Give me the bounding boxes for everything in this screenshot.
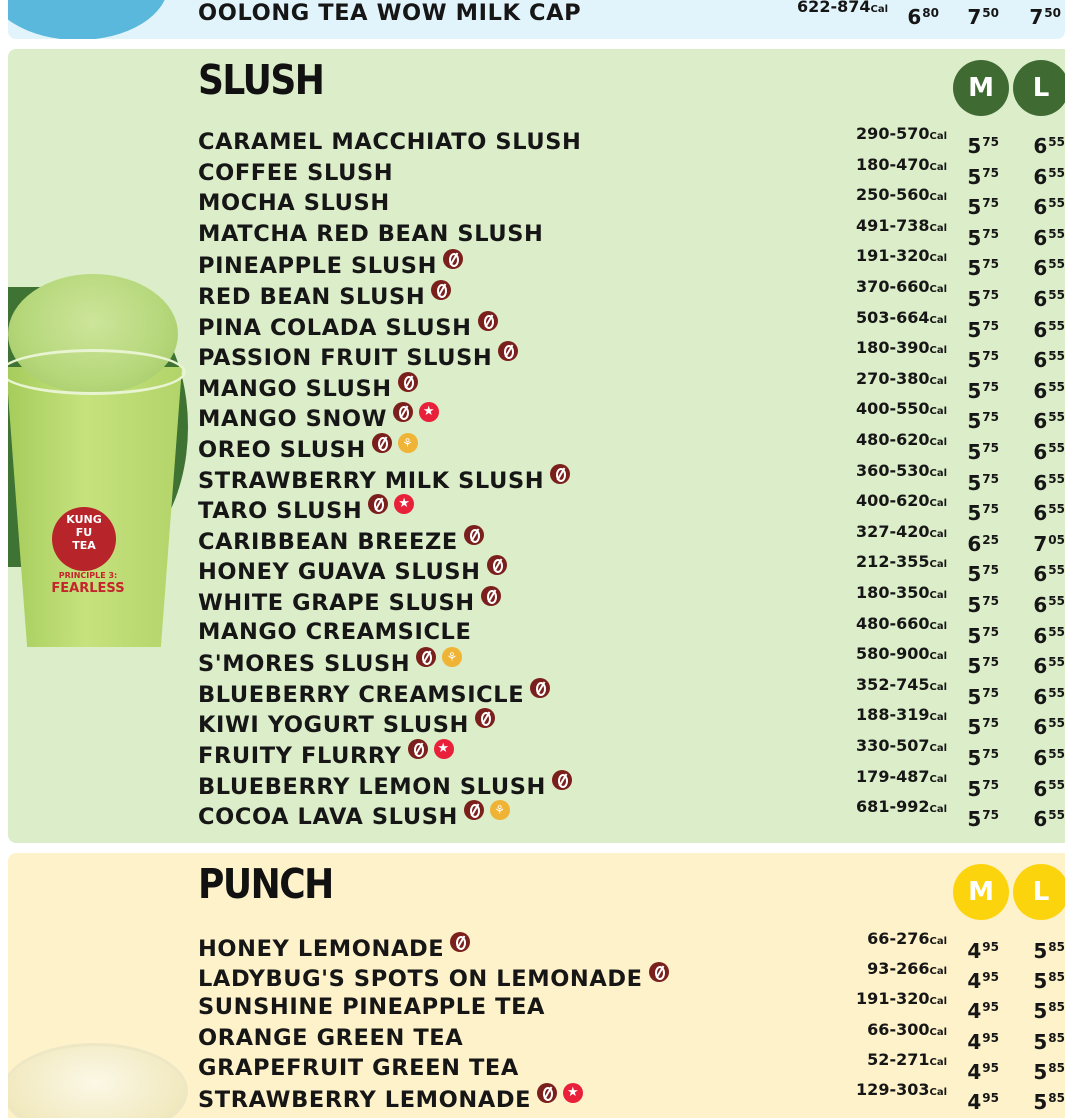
menu-item-row	[198, 154, 1065, 189]
price-large: $6^{55}$	[1033, 470, 1065, 495]
price-medium: $5^{75}$	[967, 134, 999, 158]
price-large: $6^{55}$	[1033, 623, 1065, 648]
menu-item-row	[198, 674, 1065, 709]
section-title: PUNCH	[198, 861, 333, 909]
item-calories: 352-745Cal	[856, 674, 947, 694]
item-calories: 580-900Cal	[856, 644, 947, 664]
item-name: COCOA LAVA SLUSH⚘	[198, 800, 510, 832]
item-name: KIWI YOGURT SLUSH	[198, 708, 495, 740]
item-calories: 270-380Cal	[856, 368, 947, 388]
price-large: $6^{55}$	[1033, 746, 1065, 770]
item-calories: 622-874Cal	[797, 0, 888, 16]
caffeine-free-icon	[443, 249, 463, 269]
price-large: $6^{55}$	[1033, 195, 1065, 220]
item-name: FRUITY FLURRY★	[198, 739, 454, 771]
menu-item-row	[198, 430, 1065, 464]
price-large: $7^{50}$	[1029, 5, 1061, 29]
item-calories: 503-664Cal	[856, 307, 947, 327]
caffeine-free-icon	[537, 1083, 557, 1103]
price-medium: $5^{75}$	[967, 593, 999, 617]
size-large-badge: L	[1013, 60, 1065, 116]
price-large: $6^{55}$	[1033, 134, 1065, 158]
gluten-icon	[442, 647, 462, 667]
menu-item-row	[198, 124, 1065, 158]
item-name: PINEAPPLE SLUSH	[198, 249, 463, 281]
price-large: $6^{55}$	[1033, 164, 1065, 189]
price-medium: $5^{75}$	[967, 807, 999, 832]
price-large: $6^{55}$	[1033, 776, 1065, 801]
price-medium: $6^{25}$	[967, 531, 999, 556]
item-name: ORANGE GREEN TEA	[198, 1024, 464, 1051]
caffeine-free-icon	[464, 800, 484, 820]
item-calories: 180-470Cal	[856, 154, 947, 174]
menu-item-row	[198, 307, 1065, 342]
item-calories: 180-390Cal	[856, 338, 947, 358]
price-medium: $5^{75}$	[967, 623, 999, 648]
item-name: S'MORES SLUSH⚘	[198, 647, 462, 679]
price-large: $7^{05}$	[1033, 531, 1065, 556]
item-name: RED BEAN SLUSH	[198, 280, 451, 312]
price-large: $6^{55}$	[1033, 562, 1065, 587]
price-medium: $5^{75}$	[967, 470, 999, 495]
price-large: $6^{55}$	[1033, 684, 1065, 709]
price-large: $6^{55}$	[1033, 378, 1065, 403]
caffeine-free-icon	[649, 962, 669, 982]
size-large-badge: L	[1013, 864, 1065, 920]
item-name: CARAMEL MACCHIATO SLUSH	[198, 129, 582, 155]
caffeine-free-icon	[368, 494, 388, 514]
price-large: $6^{55}$	[1033, 654, 1065, 679]
menu-item-row	[198, 277, 1065, 311]
menu-item-row	[198, 460, 1065, 495]
price-medium: $5^{75}$	[967, 378, 999, 403]
menu-item-row	[198, 736, 1065, 770]
menu-item-row	[198, 766, 1065, 801]
item-calories: 290-570Cal	[856, 124, 947, 143]
price-large: $5^{85}$	[1033, 1029, 1065, 1054]
fearless-label: FEARLESS	[51, 581, 125, 596]
item-name: GRAPEFRUIT GREEN TEA	[198, 1054, 519, 1081]
price-large: $6^{55}$	[1033, 440, 1065, 464]
star-icon	[434, 739, 454, 759]
gluten-icon	[490, 800, 510, 820]
caffeine-free-icon	[464, 525, 484, 545]
caffeine-free-icon	[487, 555, 507, 575]
caffeine-free-icon	[408, 739, 428, 759]
price-medium: $5^{75}$	[967, 684, 999, 709]
price-medium: $4^{95}$	[967, 999, 999, 1024]
item-name: OOLONG TEA WOW MILK CAP	[198, 0, 582, 26]
item-calories: 480-620Cal	[856, 430, 947, 449]
menu-item-row	[198, 0, 1065, 28]
item-calories: 250-560Cal	[856, 185, 947, 205]
price-large: $5^{85}$	[1033, 939, 1065, 963]
price-medium: $4^{95}$	[967, 1029, 999, 1054]
star-icon	[394, 494, 414, 514]
price-medium: $5^{75}$	[967, 746, 999, 770]
gluten-icon	[398, 433, 418, 453]
item-calories: 330-507Cal	[856, 736, 947, 755]
caffeine-free-icon	[416, 647, 436, 667]
price-small: $6^{80}$	[907, 5, 939, 29]
price-large: $6^{55}$	[1033, 317, 1065, 342]
menu-item-row	[198, 705, 1065, 740]
item-name: STRAWBERRY MILK SLUSH	[198, 464, 570, 496]
price-medium: $5^{75}$	[967, 348, 999, 373]
item-calories: 191-320Cal	[856, 989, 947, 1009]
item-name: OREO SLUSH⚘	[198, 433, 418, 465]
section-title: SLUSH	[198, 57, 324, 105]
price-medium: $5^{75}$	[967, 409, 999, 434]
caffeine-free-icon	[481, 586, 501, 606]
item-calories: 66-276Cal	[867, 929, 947, 948]
price-medium: $5^{75}$	[967, 317, 999, 342]
item-name: LADYBUG'S SPOTS ON LEMONADE	[198, 962, 669, 994]
menu-item-row	[198, 246, 1065, 281]
price-medium: $5^{75}$	[967, 562, 999, 587]
item-calories: 370-660Cal	[856, 277, 947, 296]
size-medium-badge: M	[953, 864, 1009, 920]
item-calories: 93-266Cal	[867, 959, 947, 979]
caffeine-free-icon	[475, 708, 495, 728]
item-calories: 188-319Cal	[856, 705, 947, 725]
menu-item-row	[198, 644, 1065, 679]
price-large: $6^{55}$	[1033, 287, 1065, 311]
size-medium-badge: M	[953, 60, 1009, 116]
price-large: $6^{55}$	[1033, 409, 1065, 434]
price-large: $6^{55}$	[1033, 225, 1065, 250]
caffeine-free-icon	[498, 341, 518, 361]
menu-item-row	[198, 521, 1065, 556]
price-large: $5^{85}$	[1033, 969, 1065, 994]
menu-item-row	[198, 215, 1065, 250]
price-medium: $4^{95}$	[967, 939, 999, 963]
price-medium: $7^{50}$	[967, 5, 999, 29]
item-calories: 212-355Cal	[856, 552, 947, 572]
price-large: $6^{55}$	[1033, 348, 1065, 373]
item-calories: 491-738Cal	[856, 215, 947, 235]
item-calories: 681-992Cal	[856, 797, 947, 817]
item-name: WHITE GRAPE SLUSH	[198, 586, 501, 618]
menu-item-row	[198, 797, 1065, 832]
decorative-blob	[8, 0, 168, 39]
menu-item-row	[198, 552, 1065, 587]
item-name: MATCHA RED BEAN SLUSH	[198, 220, 544, 247]
caffeine-free-icon	[398, 372, 418, 392]
item-calories: 129-303Cal	[856, 1080, 947, 1099]
price-medium: $4^{95}$	[967, 1090, 999, 1114]
price-medium: $5^{75}$	[967, 164, 999, 189]
menu-item-row	[198, 613, 1065, 648]
menu-item-row	[198, 338, 1065, 373]
price-medium: $5^{75}$	[967, 776, 999, 801]
item-name: HONEY GUAVA SLUSH	[198, 555, 507, 587]
menu-item-row	[198, 583, 1065, 617]
item-name: TARO SLUSH★	[198, 494, 414, 526]
caffeine-free-icon	[550, 464, 570, 484]
item-name: BLUEBERRY LEMON SLUSH	[198, 770, 572, 802]
price-large: $6^{55}$	[1033, 593, 1065, 617]
item-name: MANGO CREAMSICLE	[198, 618, 472, 645]
price-large: $5^{85}$	[1033, 1090, 1065, 1114]
item-name: MANGO SNOW★	[198, 402, 439, 434]
item-name: STRAWBERRY LEMONADE★	[198, 1083, 583, 1115]
item-calories: 360-530Cal	[856, 460, 947, 480]
principle-label: PRINCIPLE 3:	[58, 571, 118, 580]
price-medium: $5^{75}$	[967, 654, 999, 679]
price-medium: $4^{95}$	[967, 969, 999, 994]
item-calories: 480-660Cal	[856, 613, 947, 633]
price-large: $6^{55}$	[1033, 807, 1065, 832]
caffeine-free-icon	[530, 678, 550, 698]
price-medium: $5^{75}$	[967, 715, 999, 740]
item-name: MANGO SLUSH	[198, 372, 418, 404]
menu-item-row	[198, 368, 1065, 403]
menu-item-row	[198, 491, 1065, 526]
price-medium: $5^{75}$	[967, 195, 999, 220]
milk-cap-section	[8, 0, 1065, 39]
price-medium: $5^{75}$	[967, 501, 999, 526]
price-large: $5^{85}$	[1033, 999, 1065, 1024]
price-large: $6^{55}$	[1033, 501, 1065, 526]
price-medium: $5^{75}$	[967, 440, 999, 464]
price-medium: $5^{75}$	[967, 256, 999, 281]
star-icon	[563, 1083, 583, 1103]
menu-item-row	[198, 1080, 1065, 1114]
price-large: $6^{55}$	[1033, 256, 1065, 281]
item-name: BLUEBERRY CREAMSICLE	[198, 678, 550, 710]
item-name: CARIBBEAN BREEZE	[198, 525, 484, 557]
star-icon	[419, 402, 439, 422]
item-calories: 400-550Cal	[856, 399, 947, 419]
caffeine-free-icon	[431, 280, 451, 300]
price-medium: $5^{75}$	[967, 287, 999, 311]
menu-item-row	[198, 399, 1065, 434]
item-calories: 179-487Cal	[856, 766, 947, 786]
item-name: COFFEE SLUSH	[198, 159, 394, 186]
caffeine-free-icon	[372, 433, 392, 453]
price-large: $5^{85}$	[1033, 1059, 1065, 1084]
punch-section	[8, 853, 1065, 1118]
item-name: SUNSHINE PINEAPPLE TEA	[198, 994, 546, 1021]
item-calories: 66-300Cal	[867, 1019, 947, 1039]
item-calories: 180-350Cal	[856, 583, 947, 602]
item-name: PASSION FRUIT SLUSH	[198, 341, 518, 373]
item-name: HONEY LEMONADE	[198, 932, 470, 964]
slush-section	[8, 49, 1065, 843]
item-calories: 327-420Cal	[856, 521, 947, 541]
price-medium: $4^{95}$	[967, 1059, 999, 1084]
kung-fu-tea-logo: KUNG FU TEA	[52, 507, 116, 571]
caffeine-free-icon	[450, 932, 470, 952]
item-calories: 52-271Cal	[867, 1049, 947, 1069]
item-name: MOCHA SLUSH	[198, 190, 390, 217]
item-calories: 191-320Cal	[856, 246, 947, 266]
price-large: $6^{55}$	[1033, 715, 1065, 740]
item-name: PINA COLADA SLUSH	[198, 311, 498, 343]
caffeine-free-icon	[393, 402, 413, 422]
menu-item-row	[198, 185, 1065, 220]
price-medium: $5^{75}$	[967, 225, 999, 250]
caffeine-free-icon	[478, 311, 498, 331]
item-calories: 400-620Cal	[856, 491, 947, 511]
caffeine-free-icon	[552, 770, 572, 790]
